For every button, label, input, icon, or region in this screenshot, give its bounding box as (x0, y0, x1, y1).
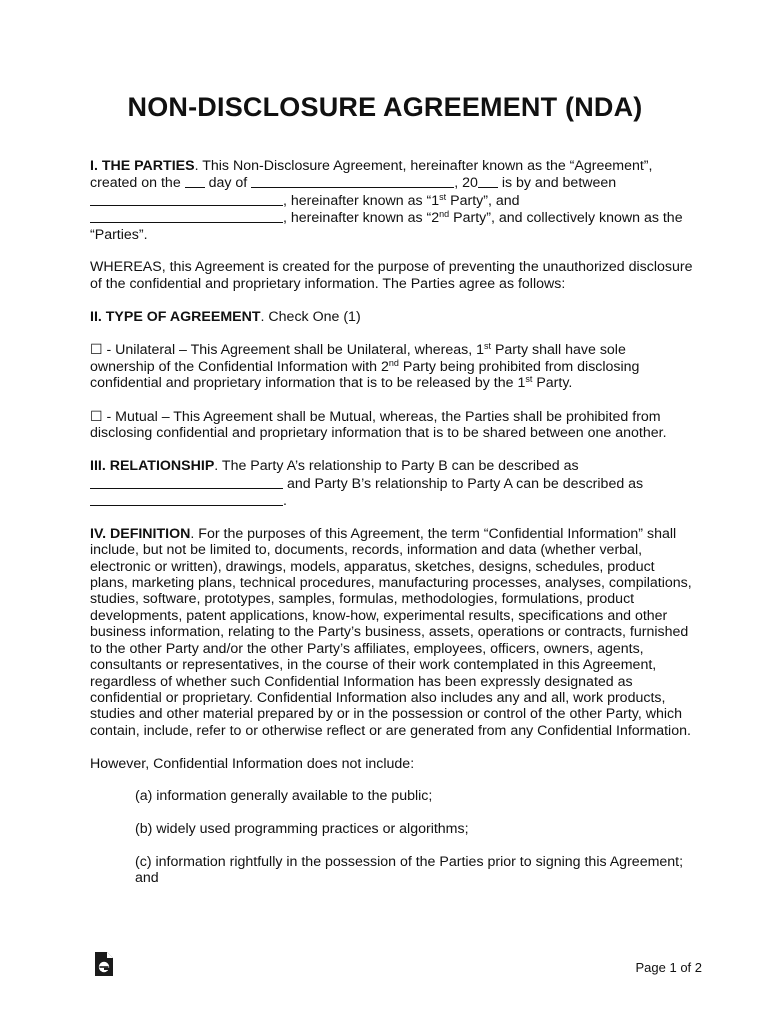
parties-text: day of (204, 175, 252, 192)
option-text: disclosing confidential and proprietary information that is to be shared between one another. (90, 425, 667, 442)
option-text: ownership of the Confidential Information with 2 (90, 358, 389, 375)
unilateral-checkbox[interactable]: ☐ (90, 341, 103, 358)
option-text: Party shall have sole (491, 342, 626, 359)
ordinal-suffix: nd (388, 357, 399, 368)
type-text: . Check One (1) (260, 308, 361, 325)
ordinal-suffix: st (483, 341, 491, 352)
exclusion-text: (b) widely used programming practices or algorithms; (135, 821, 469, 838)
parties-text: Party”, and collectively known as the (449, 210, 683, 227)
relationship-text: . (283, 493, 287, 510)
option-text: Party. (532, 375, 573, 392)
option-text: - Unilateral – This Agreement shall be Unilateral, whereas, 1 (102, 342, 484, 359)
ordinal-suffix: nd (439, 209, 450, 220)
document-title: NON-DISCLOSURE AGREEMENT (NDA) (127, 92, 643, 122)
definition-text: business information, relating to the Party’s business, assets, operations or contracts, furnished (90, 624, 689, 641)
exclusion-item-c (135, 854, 690, 887)
mutual-checkbox[interactable]: ☐ (90, 408, 103, 425)
option-mutual (90, 408, 690, 442)
relationship-a-blank[interactable] (90, 475, 283, 489)
year-blank[interactable] (478, 174, 498, 188)
parties-text: , hereinafter known as “1 (283, 192, 440, 209)
parties-text: Party”, and (446, 192, 520, 209)
parties-text: , 20 (454, 175, 478, 192)
definition-text: plans, marketing plans, technical procedures, manufacturing processes, analyses, compilations, (90, 575, 692, 592)
ordinal-suffix: st (439, 191, 447, 202)
day-blank[interactable] (185, 174, 205, 188)
type-heading: II. TYPE OF AGREEMENT (90, 308, 261, 325)
document-body (90, 158, 693, 903)
exclusion-text: (a) information generally available to the public; (135, 788, 433, 805)
exclusion-text: and (135, 870, 159, 887)
option-text: - Mutual – This Agreement shall be Mutual, whereas, the Parties shall be prohibited from (102, 409, 661, 426)
section-type-heading (90, 309, 690, 325)
exclusion-text: (c) information rightfully in the possession of the Parties prior to signing this Agreement; (135, 853, 684, 870)
exclusions-text: However, Confidential Information does not include: (90, 755, 415, 772)
relationship-text: and Party B’s relationship to Party A can be described as (283, 475, 644, 492)
exclusion-item-a (135, 788, 690, 804)
definition-text: studies, software, prototypes, samples, formulas, methodologies, formulations, product (90, 591, 635, 608)
parties-text: created on the (90, 175, 185, 192)
section-parties (90, 158, 690, 243)
definition-text: regardless of whether such Confidential Information has been expressly designated as (90, 673, 633, 690)
definition-text: contain, include, refer to or otherwise reflect or are generated from any Confidential Information. (90, 722, 691, 739)
parties-text: . This Non-Disclosure Agreement, hereinafter known as the “Agreement”, (194, 158, 653, 174)
definition-text: . For the purposes of this Agreement, the term “Confidential Information” shall (190, 525, 677, 542)
definition-text: confidential or proprietary. Confidential Information also includes any and all, work products, (90, 689, 666, 706)
month-blank[interactable] (251, 174, 454, 188)
option-text: confidential and proprietary information that is to be released by the 1 (90, 375, 526, 392)
relationship-b-blank[interactable] (90, 492, 283, 506)
first-party-blank[interactable] (90, 192, 283, 206)
section-relationship (90, 458, 690, 509)
definition-text: to the other Party and/or the other Party’s affiliates, employees, officers, owners, agents, (90, 640, 644, 657)
parties-heading: I. THE PARTIES (90, 158, 195, 174)
whereas-text: WHEREAS, this Agreement is created for the purpose of preventing the unauthorized disclosure (90, 259, 693, 276)
eforms-logo-icon (95, 952, 113, 976)
definition-text: developments, patent applications, know-how, experimental results, specifications and other (90, 607, 668, 624)
whereas-text: of the confidential and proprietary information. The Parties agree as follows: (90, 275, 566, 292)
relationship-text: . The Party A’s relationship to Party B can be described as (214, 458, 579, 475)
definition-text: studies and other material prepared by or in the possession or control of the other Party, which (90, 706, 682, 723)
definition-text: consultants or representatives, in the course of their work contemplated in this Agreement, (90, 657, 657, 674)
ordinal-suffix: st (525, 374, 533, 385)
page-number: Page 1 of 2 (635, 960, 702, 975)
exclusion-item-b (135, 821, 690, 837)
option-unilateral (90, 341, 690, 391)
exclusions-intro (90, 756, 690, 772)
section-whereas (90, 259, 693, 292)
parties-text: is by and between (497, 175, 617, 192)
definition-text: include, but not be limited to, documents, records, information and data (whether verbal, (90, 542, 643, 559)
parties-text: , hereinafter known as “2 (283, 210, 440, 227)
second-party-blank[interactable] (90, 209, 283, 223)
option-text: Party being prohibited from disclosing (398, 358, 640, 375)
relationship-heading: III. RELATIONSHIP (90, 458, 215, 475)
definition-text: electronic or written), drawings, models, apparatus, sketches, designs, schedules, product (90, 558, 655, 575)
definition-heading: IV. DEFINITION (90, 525, 191, 542)
parties-text: “Parties”. (90, 226, 148, 243)
section-definition (90, 526, 690, 739)
